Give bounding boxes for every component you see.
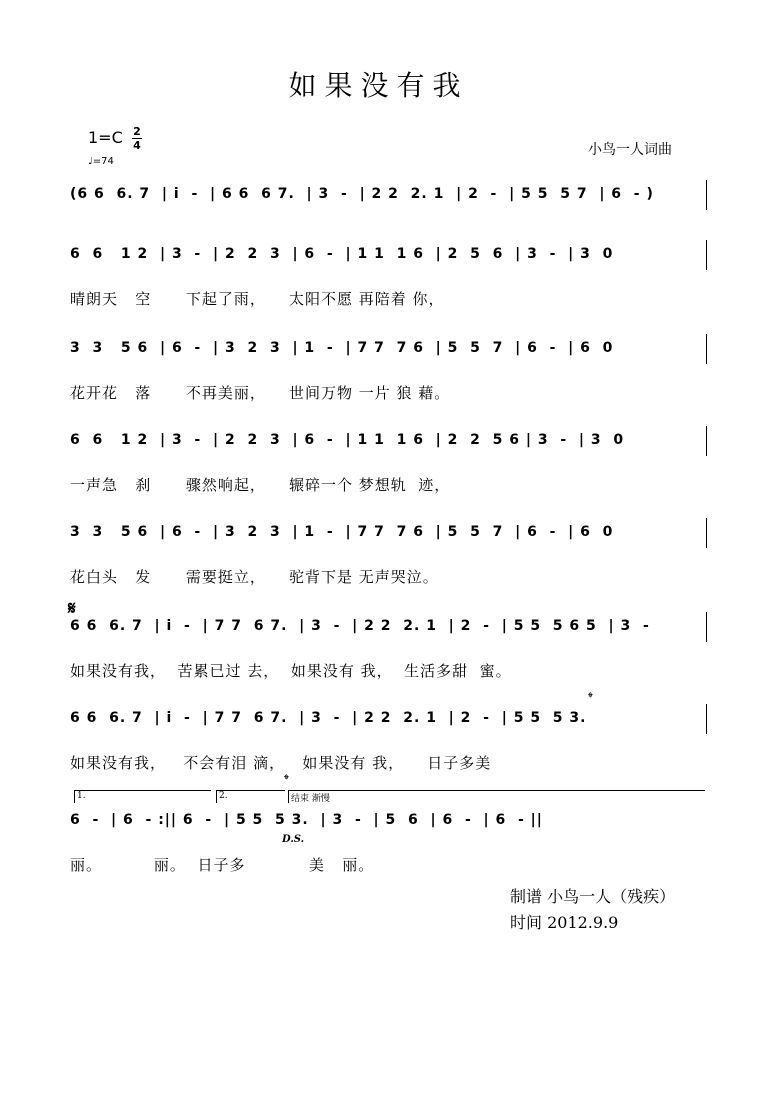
author-credit: 小鸟一人词曲 bbox=[588, 142, 672, 158]
lyric-line: 花开花 落 不再美丽， 世间万物 一片 狼 藉。 bbox=[70, 384, 451, 402]
ending-1-bracket: 1. bbox=[74, 790, 211, 803]
key-signature: 1=C bbox=[88, 128, 123, 147]
lyric-line: 花白头 发 需要挺立， 驼背下是 无声哭泣。 bbox=[70, 568, 439, 586]
lyric-line: 如果没有我， 不会有泪 滴， 如果没有 我， 日子多美 bbox=[70, 754, 492, 772]
ending-2-bracket: 2. bbox=[216, 790, 285, 803]
notation-line: 6 6 1 2 | 3 - | 2 2 3 | 6 - | 1 1 1 6 | 2 2 5 6 | 3 - | 3 0 bbox=[70, 432, 625, 448]
time-signature-numerator: 2 bbox=[133, 125, 141, 138]
lyric-line: 一声急 刹 骤然响起， 辗碎一个 梦想轨 迹， bbox=[70, 476, 451, 494]
notation-line: 3 3 5 6 | 6 - | 3 2 3 | 1 - | 7 7 7 6 | 5 5 7 | 6 - | 6 0 bbox=[70, 340, 614, 356]
time-signature bbox=[132, 126, 142, 151]
lyric-line: 丽。 丽。 日子多 美 丽。 bbox=[70, 856, 375, 874]
notation-line: 6 6 6. 7 | i - | 7 7 6 7. | 3 - | 2 2 2. 1 | 2 - | 5 5 5 6 5 | 3 - bbox=[70, 618, 650, 634]
tempo-marking: ♩=74 bbox=[88, 156, 114, 167]
ds-marking: D.S. bbox=[282, 834, 305, 845]
notation-line: 6 6 6. 7 | i - | 7 7 6 7. | 3 - | 2 2 2. 1 | 2 - | 5 5 5 3. bbox=[70, 710, 587, 726]
song-title: 如果没有我 bbox=[288, 69, 469, 102]
lyric-line: 如果没有我， 苦累已过 去， 如果没有 我， 生活多甜 蜜。 bbox=[70, 662, 512, 680]
coda-icon: 𝄌 bbox=[588, 690, 593, 706]
lyric-line: 晴朗天 空 下起了雨， 太阳不愿 再陪着 你， bbox=[70, 290, 445, 308]
maker-credit: 制谱 小鸟一人（残疾） bbox=[510, 887, 676, 906]
date-credit: 时间 2012.9.9 bbox=[510, 913, 619, 932]
notation-line: 6 - | 6 - :|| 6 - | 5 5 5 3. | 3 - | 5 6 | 6 - | 6 - || bbox=[70, 812, 543, 828]
notation-line: 6 6 1 2 | 3 - | 2 2 3 | 6 - | 1 1 1 6 | 2 5 6 | 3 - | 3 0 bbox=[70, 246, 614, 262]
segno-icon: 𝄋 bbox=[68, 598, 76, 619]
notation-line: 3 3 5 6 | 6 - | 3 2 3 | 1 - | 7 7 7 6 | 5 5 7 | 6 - | 6 0 bbox=[70, 524, 614, 540]
coda-icon: 𝄌 bbox=[284, 772, 289, 788]
notation-line: (6 6 6. 7 | i - | 6 6 6 7. | 3 - | 2 2 2. 1 | 2 - | 5 5 5 7 | 6 - ) bbox=[70, 186, 654, 202]
time-signature-denominator: 4 bbox=[133, 139, 141, 152]
ending-final-bracket: 结束 渐慢 bbox=[288, 790, 705, 803]
